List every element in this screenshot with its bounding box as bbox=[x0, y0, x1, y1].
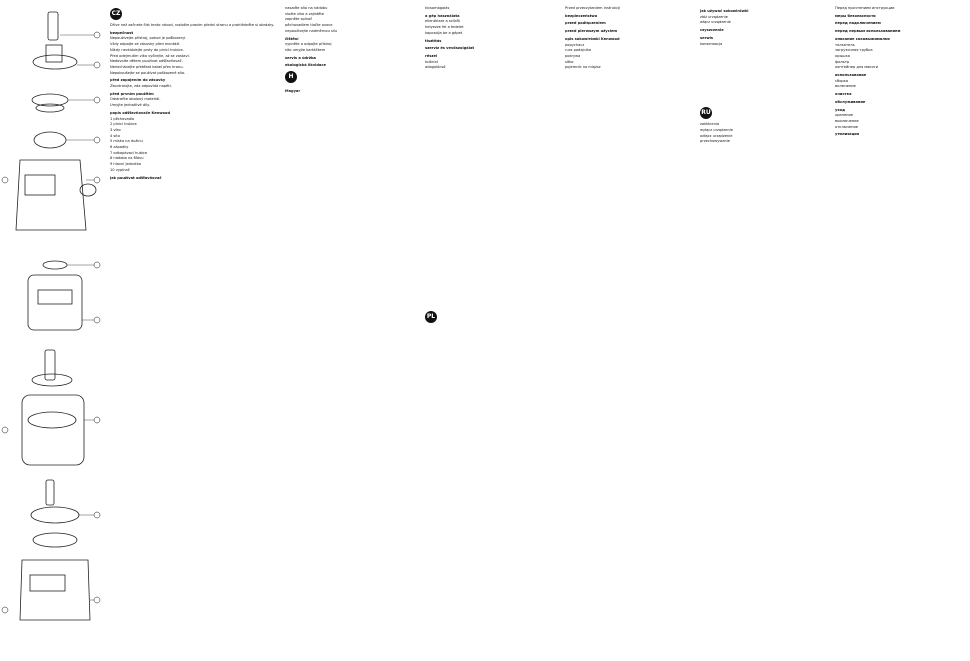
section-heading: использование bbox=[835, 73, 867, 78]
list-item: ellenőrizze a szűrőt bbox=[425, 19, 460, 24]
list-item: 7 odkapávací hubice bbox=[110, 150, 148, 155]
section-heading: przed pierwszym użyciem bbox=[565, 29, 618, 34]
exploded-view-illustration bbox=[0, 0, 105, 661]
list-item: włącz urządzenie bbox=[700, 20, 731, 25]
list-item: Nenechávejte přetékat kabel přes hranu. bbox=[110, 64, 184, 69]
list-item: Umyjte jednotlivé díly. bbox=[110, 103, 150, 108]
list-item: крышка bbox=[835, 53, 850, 58]
list-item: kapcsolja be a gépet bbox=[425, 30, 463, 35]
language-badge-cz: CZ bbox=[110, 8, 122, 20]
section-heading: popis odšťavňovače Kenwood bbox=[110, 110, 171, 115]
list-item: wyłącz urządzenie bbox=[700, 127, 734, 132]
list-item: nepoužívejte nadměrnou sílu bbox=[285, 28, 338, 33]
list-item: отключение bbox=[835, 124, 859, 129]
section-heading: a gép használata bbox=[425, 13, 460, 18]
list-item: 3 víko bbox=[110, 127, 121, 132]
list-item: Nepokoušejte se používat poškozené síto. bbox=[110, 70, 186, 75]
language-badge-h: H bbox=[285, 71, 297, 83]
section-heading: čištění bbox=[285, 36, 299, 41]
list-item: 10 vypínač bbox=[110, 167, 130, 172]
section-heading: утилизация bbox=[835, 132, 860, 137]
list-item: Nikdy nevkládejte prsty do plnicí trubice. bbox=[110, 47, 184, 52]
section-heading: перед первым использованием bbox=[835, 29, 901, 34]
list-item: kicsomagolás bbox=[425, 6, 450, 10]
section-heading: bezpieczeństwo bbox=[565, 13, 598, 18]
list-item: zapněte spínač bbox=[285, 17, 313, 22]
list-item: síto umyjte kartáčkem bbox=[285, 47, 326, 52]
list-item: Vždy odpojte ze zásuvky před montáží. bbox=[110, 42, 181, 47]
list-item: Nedovolte dětem používat odšťavňovač. bbox=[110, 59, 183, 64]
list-item: хранение bbox=[835, 113, 854, 118]
list-item: 8 nádoba na šťávu bbox=[110, 156, 144, 161]
section-heading: czyszczenie bbox=[700, 28, 724, 33]
list-item: pěchovadlem tlačte ovoce bbox=[285, 23, 333, 28]
list-item: 2 plnicí trubice bbox=[110, 122, 137, 127]
section-heading: bezpečnost bbox=[110, 30, 134, 35]
list-item: включение bbox=[835, 84, 856, 89]
column-czech-1 bbox=[110, 6, 274, 658]
section-heading: serwis bbox=[700, 35, 714, 40]
list-item: 5 miska na dužinu bbox=[110, 139, 143, 144]
list-item: vypněte a odpojte přístroj bbox=[285, 42, 332, 47]
language-heading: Magyar bbox=[285, 89, 301, 94]
list-item: helyezze fel a fedelet bbox=[425, 25, 464, 30]
section-heading: przed podłączeniem bbox=[565, 21, 606, 26]
section-heading: перед подключением bbox=[835, 21, 881, 26]
list-item: pokrywa bbox=[565, 53, 581, 58]
section-heading: уход bbox=[835, 107, 846, 112]
list-item: adagolócső bbox=[425, 65, 446, 70]
list-item: сборка bbox=[835, 78, 849, 83]
list-item: przechowywanie bbox=[700, 139, 731, 144]
list-item: 4 síto bbox=[110, 133, 120, 138]
list-item: толкатель bbox=[835, 42, 855, 47]
list-item: rura podajnika bbox=[565, 48, 592, 53]
column-polish-2 bbox=[700, 6, 820, 658]
list-item: vložte víko a zajistěte bbox=[285, 11, 324, 16]
section-heading: před prvním použitím bbox=[110, 91, 154, 96]
list-item: złóż urządzenie bbox=[700, 14, 728, 19]
list-item: фильтр bbox=[835, 59, 850, 64]
language-badge-ru: RU bbox=[700, 107, 712, 119]
list-item: odłącz urządzenie bbox=[700, 133, 733, 138]
list-item: контейнер для мякоти bbox=[835, 65, 879, 70]
list-item: popychacz bbox=[565, 42, 585, 47]
section-heading: jak używać sokowirówki bbox=[700, 9, 749, 13]
list-item: 6 západky bbox=[110, 145, 129, 150]
section-heading: tisztítás bbox=[425, 38, 442, 43]
list-item: pojemnik na miąższ bbox=[565, 65, 601, 70]
section-heading: před zapojením do zásuvky bbox=[110, 78, 166, 83]
list-item: zakłócenia bbox=[700, 122, 720, 127]
intro-text: Dříve než začnete číst tento návod, rozložte prosím přední stranu a prohlédněte si obrázky. bbox=[110, 23, 274, 27]
list-item: 1 pěchovadlo bbox=[110, 116, 135, 121]
column-czech-2 bbox=[285, 6, 405, 658]
language-badge-pl: PL bbox=[425, 311, 437, 323]
list-item: Zkontrolujte, zda odpovídá napětí. bbox=[110, 84, 172, 89]
section-heading: jak používat odšťavňovač bbox=[110, 175, 162, 180]
list-item: konserwacja bbox=[700, 41, 723, 46]
list-item: Nepoužívejte přístroj, pokud je poškozený. bbox=[110, 36, 186, 41]
section-heading: описание соковыжималки bbox=[835, 36, 890, 41]
list-item: Před odejmutím víka vyčkejte, až se zastaví. bbox=[110, 53, 190, 58]
section-heading: ekologická likvidace bbox=[285, 63, 326, 68]
section-heading: opis sokowirówki Kenwood bbox=[565, 36, 620, 41]
list-item: выключение bbox=[835, 118, 859, 123]
section-heading: servis a údržba bbox=[285, 55, 316, 60]
column-hungarian bbox=[425, 6, 540, 658]
section-heading: очистка bbox=[835, 92, 852, 97]
list-item: Odstraňte obalový materiál. bbox=[110, 97, 161, 102]
section-heading: részei bbox=[425, 53, 438, 58]
column-polish-1 bbox=[565, 6, 690, 658]
list-item: загрузочная трубка bbox=[835, 48, 873, 53]
list-item: sitko bbox=[565, 59, 574, 64]
section-heading: обслуживание bbox=[835, 99, 866, 104]
list-item: nasaďte síto na nádobu bbox=[285, 6, 328, 10]
section-heading: szerviz és vevőszolgálat bbox=[425, 46, 475, 51]
column-russian bbox=[835, 6, 963, 658]
list-item: 9 hlavní jednotka bbox=[110, 162, 142, 167]
section-heading: меры безопасности bbox=[835, 13, 876, 18]
intro-text: Перед прочтением инструкции bbox=[835, 6, 895, 10]
list-item: tolórúd bbox=[425, 59, 438, 64]
intro-text: Przed przeczytaniem instrukcji bbox=[565, 6, 621, 10]
